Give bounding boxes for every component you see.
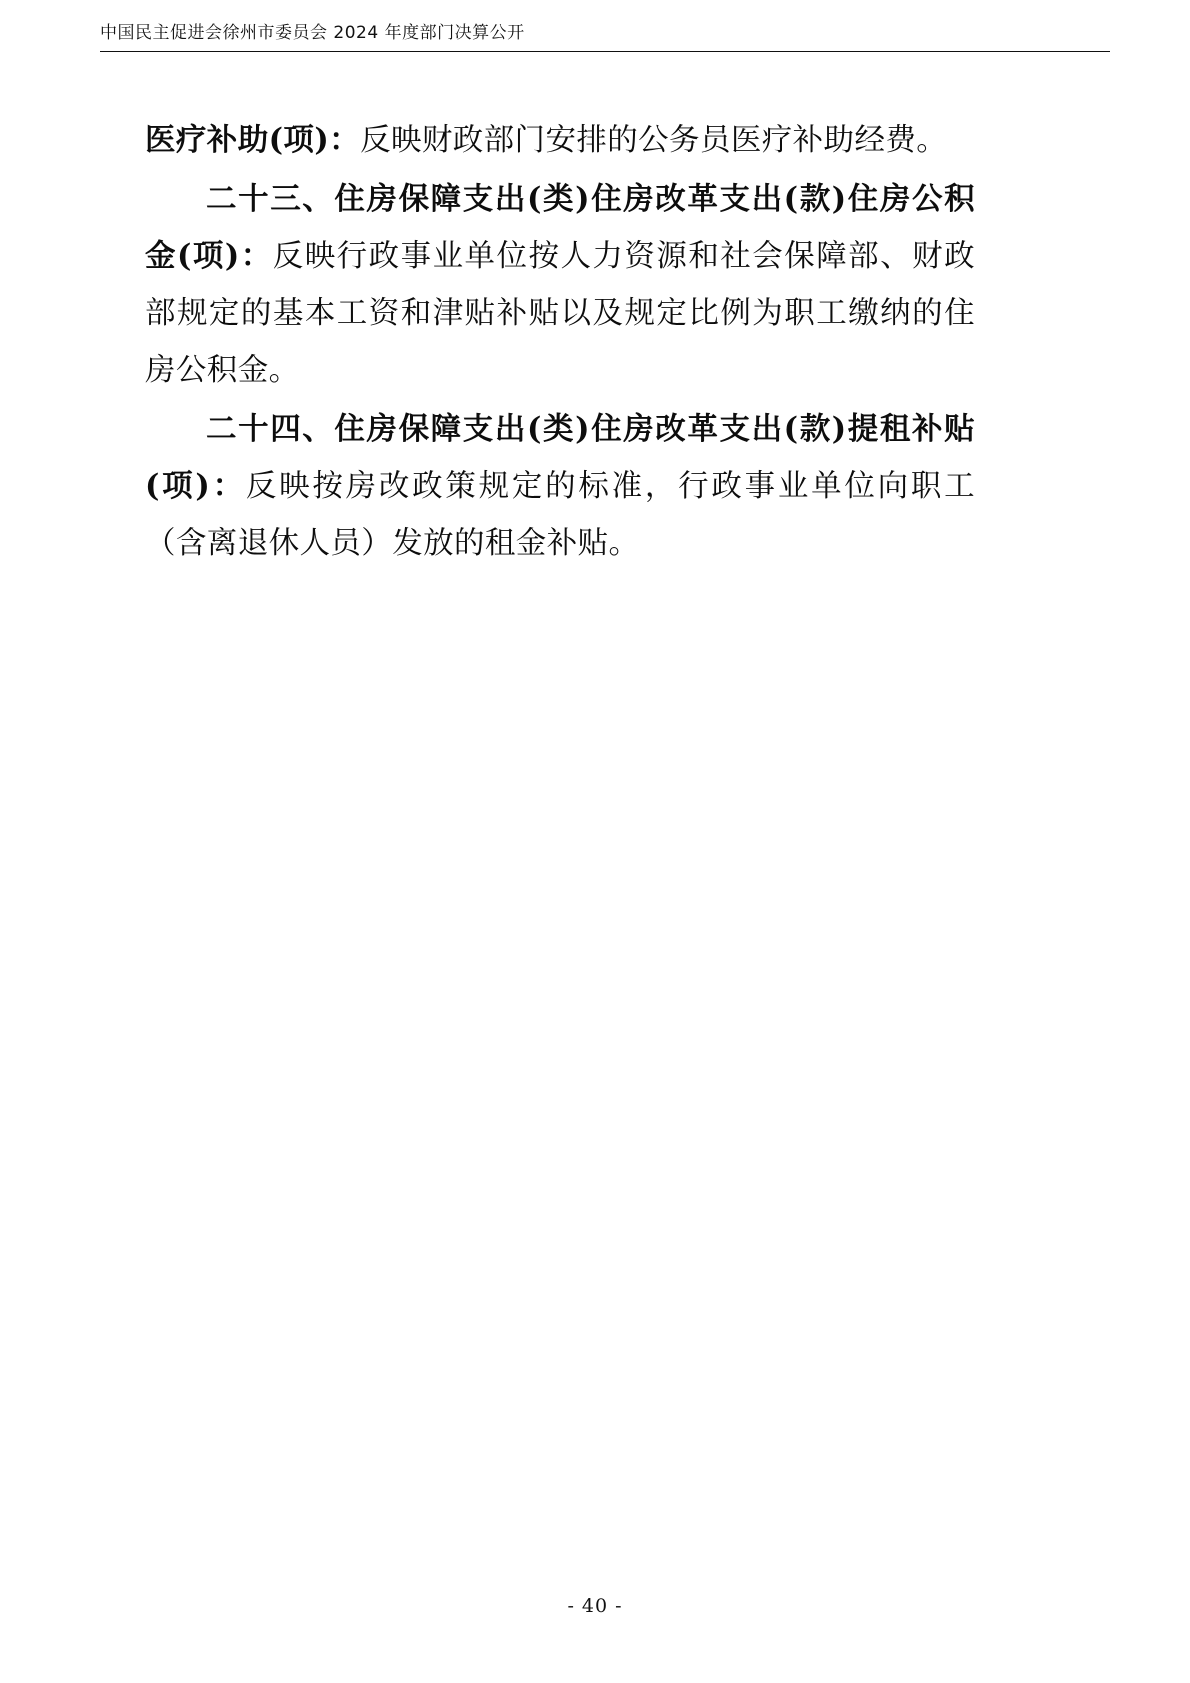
paragraph-medical-subsidy — [145, 112, 975, 169]
paragraph-lead-term: 医疗补助(项)： — [145, 122, 361, 158]
paragraph-rent-subsidy — [145, 401, 975, 572]
paragraph-housing-fund — [145, 171, 975, 399]
page-number: - 40 - — [567, 1595, 623, 1617]
paragraph-text: 反映财政部门安排的公务员医疗补助经费。 — [360, 123, 948, 158]
paragraph-lead-term: 二十四、住房保障支出(类)住房改革支出(款)提租补贴(项)： — [145, 411, 975, 504]
document-body — [145, 112, 975, 574]
paragraph-text: 反映按房改政策规定的标准，行政事业单位向职工（含离退休人员）发放的租金补贴。 — [145, 469, 975, 561]
paragraph-lead-term: 二十三、住房保障支出(类)住房改革支出(款)住房公积金(项)： — [145, 181, 975, 274]
page-header — [100, 18, 1110, 52]
header-title: 中国民主促进会徐州市委员会 2024 年度部门决算公开 — [100, 23, 525, 43]
paragraph-text: 反映行政事业单位按人力资源和社会保障部、财政部规定的基本工资和津贴补贴以及规定比例为职工缴纳的住房公积金。 — [145, 239, 975, 388]
header-divider — [100, 51, 1110, 52]
